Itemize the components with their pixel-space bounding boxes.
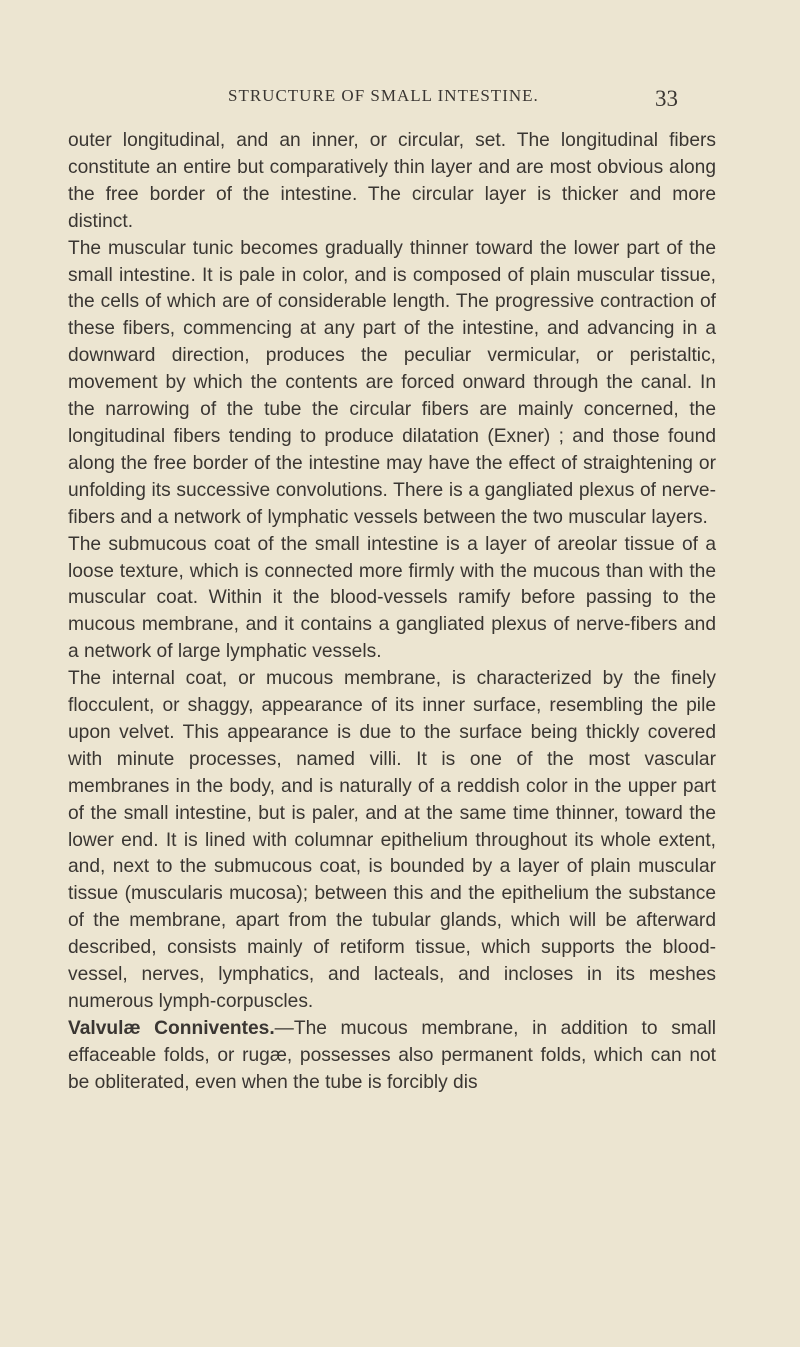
running-title: STRUCTURE OF SMALL INTESTINE.: [228, 86, 539, 105]
paragraph-2: The muscular tunic becomes gradually thinner toward the lower part of the small intestine. It is pale in color, and is composed of plain muscular tissue, the cells of which are of considerable length. The progressive contraction of these fibers, commencing at any part of the intestine, and advancing in a downward direction, produces the peculiar vermicular, or peristaltic, movement by which the contents are forced onward through the canal. In the narrowing of the tube the circular fibers are mainly concerned, the longitudinal fibers tending to produce dilatation (Exner) ; and those found along the free border of the intestine may have the effect of straightening or unfolding its successive convolutions. There is a gangliated plexus of nerve-fibers and a network of lymphatic vessels between the two muscular layers.: [68, 237, 716, 528]
paragraph-1: outer longitudinal, and an inner, or circular, set. The longitudinal fibers constitute an entire but comparatively thin layer and are most obvious along the free border of the intestine. The circular layer is thicker and more distinct.: [68, 130, 716, 232]
section-heading: Valvulæ Conniventes.: [68, 1017, 275, 1039]
body-text: [68, 128, 716, 1097]
paragraph-4: The internal coat, or mucous membrane, is characterized by the finely flocculent, or shaggy, appearance of its inner surface, resembling the pile upon velvet. This appearance is due to the surface being thickly covered with minute processes, named villi. It is one of the most vascular membranes in the body, and is naturally of a reddish color in the upper part of the small intestine, but is paler, and at the same time thinner, toward the lower end. It is lined with columnar epithelium throughout its whole extent, and, next to the submucous coat, is bounded by a layer of plain muscular tissue (muscularis mucosa); between this and the epithelium the substance of the membrane, apart from the tubular glands, which will be afterward described, consists mainly of retiform tissue, which supports the blood-vessel, nerves, lymphatics, and lacteals, and incloses in its meshes numerous lymph-corpuscles.: [68, 668, 716, 1012]
paragraph-3: The submucous coat of the small intestine is a layer of areolar tissue of a loose texture, which is connected more firmly with the mucous than with the muscular coat. Within it the blood-vessels ramify before passing to the mucous membrane, and it contains a gangliated plexus of nerve-fibers and a network of large lymphatic vessels.: [68, 533, 716, 663]
paragraph-5-text: —The mucous membrane, in addition to small effaceable folds, or rugæ, possesses also permanent folds, which can not be obliterated, even when the tube is forcibly dis: [68, 1017, 716, 1093]
paragraph-5: [68, 1016, 716, 1097]
page-number: 33: [655, 86, 678, 111]
running-head: [228, 86, 688, 112]
